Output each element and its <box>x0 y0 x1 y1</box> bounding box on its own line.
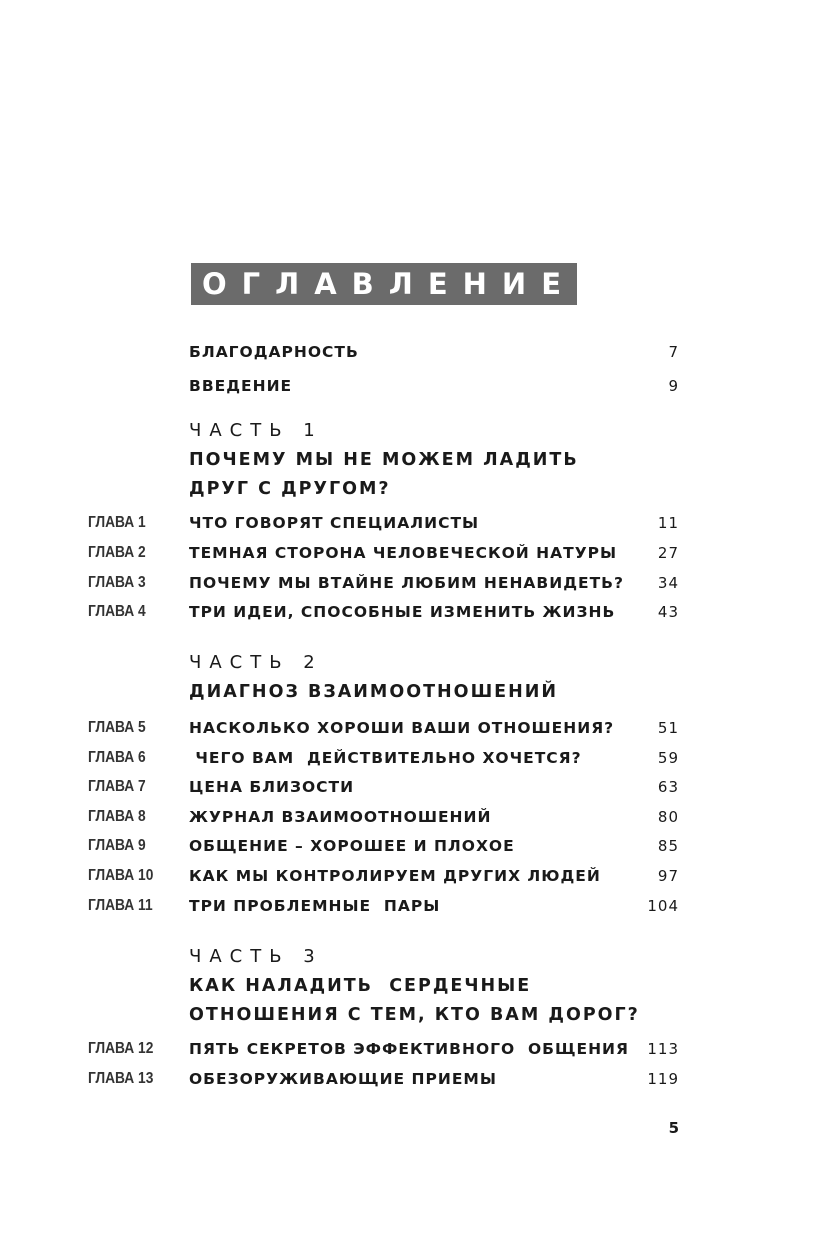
toc-title: ОГЛАВЛЕНИЕ <box>191 263 577 305</box>
entry-title: ЧТО ГОВОРЯТ СПЕЦИАЛИСТЫ <box>189 514 480 532</box>
entry-page: 59 <box>657 749 679 767</box>
entry-page: 113 <box>647 1040 679 1058</box>
part-label: ЧАСТЬ 2 <box>189 652 323 673</box>
chapter-label: ГЛАВА 6 <box>88 749 146 766</box>
entry-title: ЖУРНАЛ ВЗАИМООТНОШЕНИЙ <box>189 808 492 826</box>
chapter-label: ГЛАВА 7 <box>88 778 146 795</box>
chapter-label: ГЛАВА 9 <box>88 837 146 854</box>
chapter-label: ГЛАВА 8 <box>88 808 146 825</box>
entry-page: 80 <box>657 808 679 826</box>
chapter-label: ГЛАВА 3 <box>88 574 146 591</box>
chapter-label: ГЛАВА 11 <box>88 897 153 914</box>
chapter-label: ГЛАВА 12 <box>88 1040 154 1057</box>
toc-entry-chapter[interactable] <box>189 1037 679 1061</box>
entry-title: ТРИ ПРОБЛЕМНЫЕ ПАРЫ <box>189 897 441 915</box>
toc-entry-chapter[interactable] <box>189 775 679 799</box>
entry-page: 11 <box>657 514 679 532</box>
chapter-label: ГЛАВА 5 <box>88 719 146 736</box>
toc-entry-chapter[interactable] <box>189 864 679 888</box>
entry-title: КАК МЫ КОНТРОЛИРУЕМ ДРУГИХ ЛЮДЕЙ <box>189 867 601 885</box>
entry-page: 119 <box>647 1070 679 1088</box>
part-title: КАК НАЛАДИТЬ СЕРДЕЧНЫЕ <box>189 976 532 996</box>
toc-entry-introduction[interactable] <box>189 374 679 398</box>
entry-title: ОБЕЗОРУЖИВАЮЩИЕ ПРИЕМЫ <box>189 1070 497 1088</box>
entry-title: ТРИ ИДЕИ, СПОСОБНЫЕ ИЗМЕНИТЬ ЖИЗНЬ <box>189 603 616 621</box>
toc-entry-chapter[interactable] <box>189 834 679 858</box>
entry-page: 63 <box>657 778 679 796</box>
chapter-label: ГЛАВА 13 <box>88 1070 154 1087</box>
toc-entry-chapter[interactable] <box>189 511 679 535</box>
entry-page: 27 <box>657 544 679 562</box>
chapter-label: ГЛАВА 1 <box>88 514 146 531</box>
entry-title: ПОЧЕМУ МЫ ВТАЙНЕ ЛЮБИМ НЕНАВИДЕТЬ? <box>189 574 624 592</box>
entry-title: ЦЕНА БЛИЗОСТИ <box>189 778 355 796</box>
part-label: ЧАСТЬ 3 <box>189 946 323 967</box>
chapter-label: ГЛАВА 2 <box>88 544 146 561</box>
entry-title: НАСКОЛЬКО ХОРОШИ ВАШИ ОТНОШЕНИЯ? <box>189 719 615 737</box>
entry-page: 34 <box>657 574 679 592</box>
entry-title: ЧЕГО ВАМ ДЕЙСТВИТЕЛЬНО ХОЧЕТСЯ? <box>189 749 582 767</box>
chapter-label: ГЛАВА 4 <box>88 603 146 620</box>
part-title: ОТНОШЕНИЯ С ТЕМ, КТО ВАМ ДОРОГ? <box>189 1005 640 1025</box>
toc-entry-chapter[interactable] <box>189 716 679 740</box>
part-title: ПОЧЕМУ МЫ НЕ МОЖЕМ ЛАДИТЬ <box>189 450 579 470</box>
entry-page: 43 <box>657 603 679 621</box>
entry-title: ПЯТЬ СЕКРЕТОВ ЭФФЕКТИВНОГО ОБЩЕНИЯ <box>189 1040 629 1058</box>
entry-title: БЛАГОДАРНОСТЬ <box>189 343 359 361</box>
entry-title: ОБЩЕНИЕ – ХОРОШЕЕ И ПЛОХОЕ <box>189 837 515 855</box>
entry-page: 97 <box>657 867 679 885</box>
chapter-label: ГЛАВА 10 <box>88 867 154 884</box>
toc-entry-chapter[interactable] <box>189 541 679 565</box>
entry-page: 51 <box>657 719 679 737</box>
entry-title: ТЕМНАЯ СТОРОНА ЧЕЛОВЕЧЕСКОЙ НАТУРЫ <box>189 544 618 562</box>
toc-entry-acknowledgments[interactable] <box>189 340 679 364</box>
toc-entry-chapter[interactable] <box>189 571 679 595</box>
toc-entry-chapter[interactable] <box>189 1067 679 1091</box>
toc-entry-chapter[interactable] <box>189 805 679 829</box>
toc-entry-chapter[interactable] <box>189 746 679 770</box>
entry-page: 85 <box>657 837 679 855</box>
page-number: 5 <box>668 1119 679 1137</box>
part-label: ЧАСТЬ 1 <box>189 420 323 441</box>
toc-entry-chapter[interactable] <box>189 894 679 918</box>
toc-entry-chapter[interactable] <box>189 600 679 624</box>
entry-page: 104 <box>647 897 679 915</box>
part-title: ДИАГНОЗ ВЗАИМООТНОШЕНИЙ <box>189 682 559 702</box>
part-title: ДРУГ С ДРУГОМ? <box>189 479 391 499</box>
entry-page: 9 <box>668 377 679 395</box>
entry-page: 7 <box>668 343 679 361</box>
entry-title: ВВЕДЕНИЕ <box>189 377 293 395</box>
